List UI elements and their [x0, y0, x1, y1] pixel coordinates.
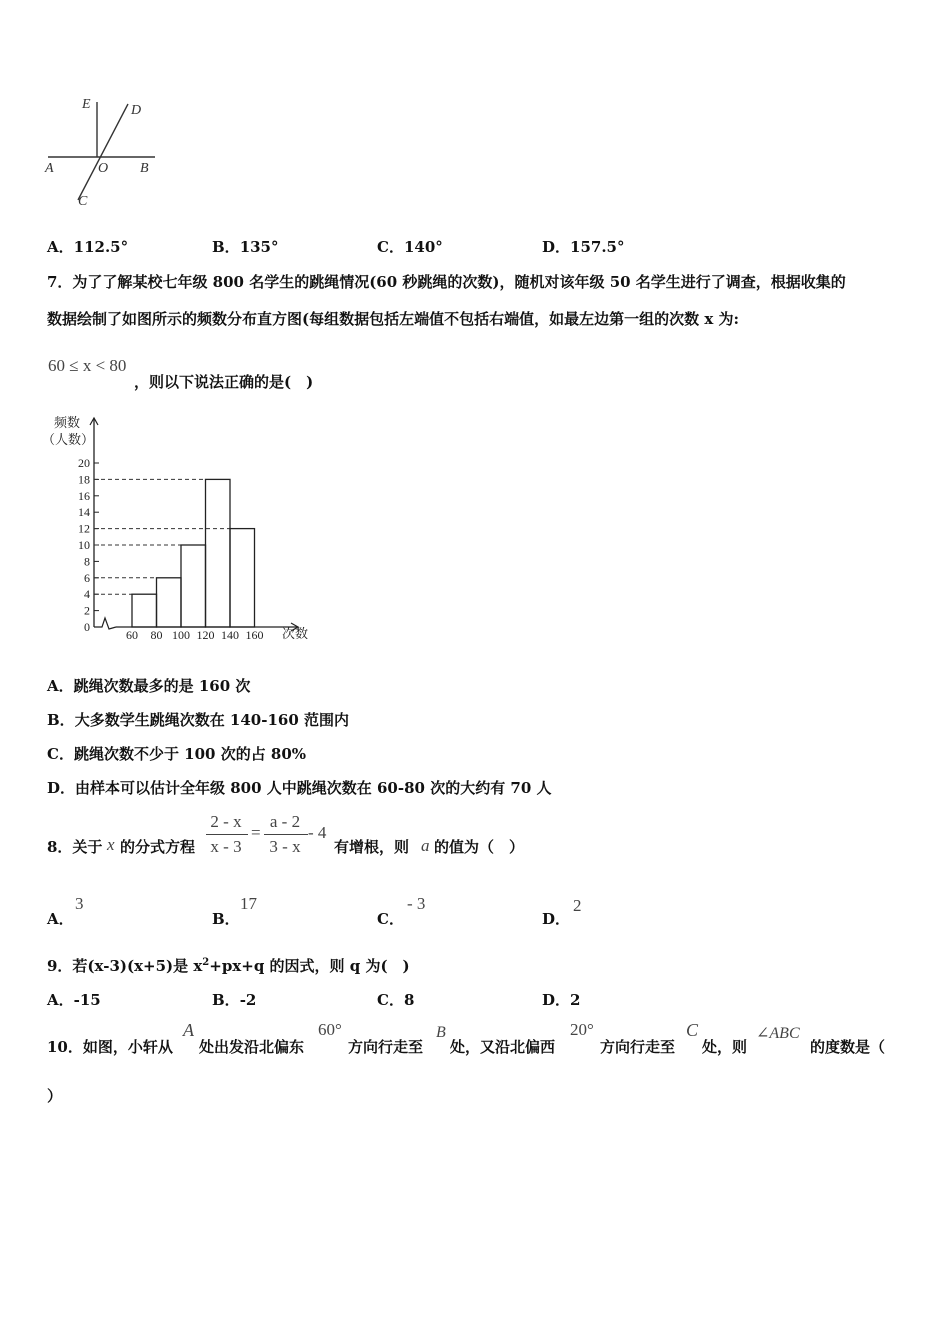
q6-option-a[interactable]: A．112.5° — [47, 238, 129, 256]
q8-option-a-letter[interactable]: A． — [47, 910, 74, 928]
label-c: C — [78, 194, 88, 209]
line-cd — [78, 104, 128, 200]
q7-stem-line1: 7．为了了解某校七年级 800 名学生的跳绳情况(60 秒跳绳的次数)，随机对该年级 50 名学生进行了调查，根据收集的 — [47, 273, 846, 291]
x-tick-label: 120 — [196, 628, 215, 642]
q10-point-c: C — [686, 1020, 699, 1040]
x-tick-label: 140 — [221, 628, 239, 642]
q10-text-line2: ） — [47, 1087, 63, 1105]
q10-text-3: 方向行走至 — [348, 1038, 424, 1056]
fraction2-numerator: a - 2 — [269, 812, 301, 831]
fraction2-denominator: 3 - x — [269, 837, 301, 856]
x-tick-label: 80 — [150, 628, 163, 642]
q10-angle-abc: ∠ABC — [756, 1025, 800, 1042]
label-a: A — [45, 161, 54, 176]
x-tick-label: 60 — [126, 628, 138, 642]
q7-option-c[interactable]: C．跳绳次数不少于 100 次的占 80% — [47, 745, 307, 763]
q9-option-c[interactable]: C．8 — [377, 991, 415, 1009]
y-axis-label-line1: 频数 — [54, 415, 81, 430]
y-tick-label: 18 — [78, 472, 90, 487]
y-tick-label: 12 — [78, 521, 90, 536]
q7-stem-line2: 数据绘制了如图所示的频数分布直方图(每组数据包括左端值不包括右端值，如最左边第一组的次数 x 为: — [47, 310, 740, 328]
label-e: E — [82, 97, 91, 112]
q8-prefix: 8．关于 — [47, 838, 103, 856]
label-b: B — [140, 161, 149, 176]
q6-option-c[interactable]: C．140° — [377, 238, 443, 256]
y-tick-label: 2 — [84, 603, 90, 618]
q7-option-b[interactable]: B．大多数学生跳绳次数在 140-160 范围内 — [47, 711, 349, 729]
q8-suffix2: 的值为（ ） — [434, 838, 525, 856]
y-tick-label: 20 — [78, 456, 90, 470]
fraction1-bar — [206, 834, 248, 835]
x-tick-label: 100 — [172, 628, 190, 642]
q10-angle-20: 20° — [570, 1020, 594, 1039]
y-axis-label-line2: （人数） — [42, 432, 95, 447]
q9-option-d[interactable]: D．2 — [542, 991, 581, 1009]
y-tick-label: 14 — [78, 505, 90, 520]
q7-range-expression: 60 ≤ x < 80 — [48, 356, 127, 375]
q8-option-b-value: 17 — [240, 894, 257, 913]
q8-suffix1: 有增根，则 — [334, 838, 410, 856]
q9-option-a[interactable]: A．-15 — [47, 991, 101, 1009]
label-o: O — [98, 161, 109, 176]
q8-mid: 的分式方程 — [120, 838, 196, 856]
q8-option-b-letter[interactable]: B． — [212, 910, 240, 928]
histogram-bar — [157, 578, 182, 627]
histogram-chart — [40, 408, 310, 648]
q8-option-a-value: 3 — [75, 894, 84, 913]
histogram-bar — [206, 479, 231, 627]
q7-option-d[interactable]: D．由样本可以估计全年级 800 人中跳绳次数在 60-80 次的大约有 70 人 — [47, 779, 552, 797]
equals-sign: = — [251, 823, 261, 842]
q8-var-x: x — [107, 835, 115, 854]
q6-option-b[interactable]: B．135° — [212, 238, 279, 256]
q10-text-4: 处，又沿北偏西 — [450, 1038, 556, 1056]
q8-option-d-letter[interactable]: D． — [542, 910, 571, 928]
q10-text-6: 处，则 — [702, 1038, 748, 1056]
histogram-bar — [230, 529, 255, 627]
fraction1-numerator: 2 - x — [210, 812, 242, 831]
x-tick-label: 160 — [245, 628, 264, 642]
q10-text-5: 方向行走至 — [600, 1038, 676, 1056]
q10-text-7: 的度数是（ — [810, 1038, 886, 1056]
label-d: D — [131, 103, 142, 118]
y-tick-label: 8 — [84, 554, 90, 569]
q6-option-d[interactable]: D．157.5° — [542, 238, 625, 256]
fraction2-bar — [264, 834, 308, 835]
q10-text-1: 10．如图，小轩从 — [47, 1038, 173, 1056]
histogram-bar — [132, 594, 157, 627]
geometry-figure — [40, 90, 170, 215]
q8-var-a: a — [421, 836, 430, 855]
q9-option-b[interactable]: B．-2 — [212, 991, 257, 1009]
q10-angle-60: 60° — [318, 1020, 342, 1039]
fraction1-denominator: x - 3 — [210, 837, 242, 856]
q7-option-a[interactable]: A．跳绳次数最多的是 160 次 — [47, 677, 251, 695]
q8-option-c-letter[interactable]: C． — [377, 910, 404, 928]
histogram-bar — [181, 545, 206, 627]
x-axis-label: 次数 — [282, 626, 309, 641]
y-tick-label: 16 — [78, 488, 90, 503]
q8-option-c-value: - 3 — [407, 894, 426, 913]
q10-point-b: B — [436, 1024, 446, 1041]
q8-tail-expression: - 4 — [308, 823, 327, 842]
y-tick-label: 10 — [78, 538, 90, 552]
q9-stem: 9．若(x-3)(x+5)是 $x^2+px+q$ 的因式，则 q 为( ) — [47, 957, 410, 975]
y-tick-label: 0 — [84, 620, 90, 634]
q10-point-a: A — [183, 1020, 194, 1040]
y-tick-label: 6 — [84, 570, 90, 585]
x-axis-break — [94, 618, 116, 629]
q8-option-d-value: 2 — [573, 896, 582, 915]
q10-text-2: 处出发沿北偏东 — [199, 1038, 305, 1056]
q7-stem-line3: ，则以下说法正确的是( ) — [134, 373, 314, 391]
y-tick-label: 4 — [84, 587, 90, 602]
